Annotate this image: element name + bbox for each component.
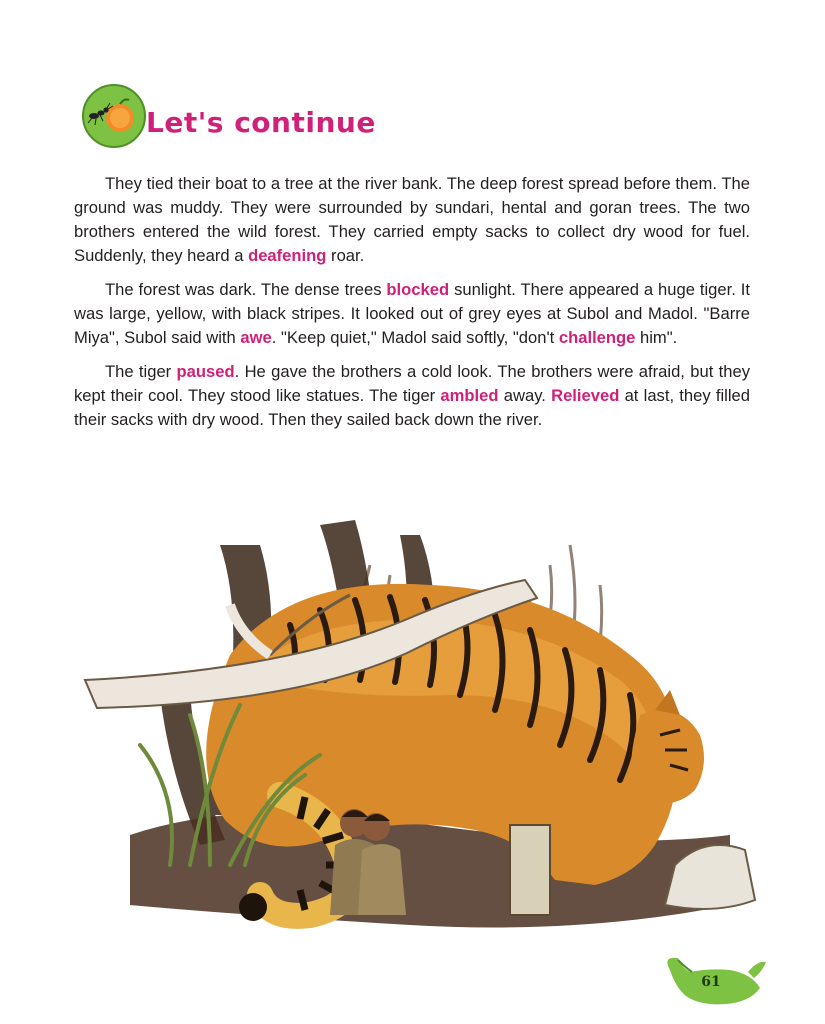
vocabulary-word: paused [176,362,235,381]
vocabulary-word: blocked [386,280,450,299]
story-paragraph [74,360,750,432]
tiger-in-forest-illustration [70,505,760,935]
ant-on-orange-badge-icon [78,80,148,150]
story-paragraph [74,172,750,268]
vocabulary-word: ambled [440,386,499,405]
text-segment: The tiger [105,362,177,381]
page-number-badge [660,950,770,1010]
vocabulary-word: deafening [248,246,327,265]
text-segment: They tied their boat to a tree at the river bank. The deep forest spread before them. The ground was muddy. They were surrounded by sundari, hental and goran trees. The two brothers entered the wild forest. They carried empty sacks to collect dry wood for fuel. Suddenly, they heard a [74,174,750,265]
text-segment: away. [498,386,552,405]
story-text [74,172,750,442]
vocabulary-word: challenge [558,328,636,347]
text-segment: roar. [326,246,365,265]
section-title: Let's continue [146,105,376,139]
text-segment: The forest was dark. The dense trees [105,280,387,299]
vocabulary-word: awe [240,328,272,347]
text-segment: . "Keep quiet," Madol said softly, "don't [271,328,559,347]
text-segment: . He gave the brothers a cold look. The brothers were afraid, but they kept their cool. They stood like statues. The tiger [74,362,750,405]
page-number: 61 [701,974,721,990]
story-paragraph [74,278,750,350]
section-heading [78,80,376,150]
text-segment: him". [635,328,678,347]
text-segment: at last, they filled their sacks with dry wood. Then they sailed back down the river. [74,386,750,429]
vocabulary-word: Relieved [551,386,620,405]
text-segment: sunlight. There appeared a huge tiger. It was large, yellow, with black stripes. It looked out of grey eyes at Subol and Madol. "Barre Miya", Subol said with [74,280,750,347]
